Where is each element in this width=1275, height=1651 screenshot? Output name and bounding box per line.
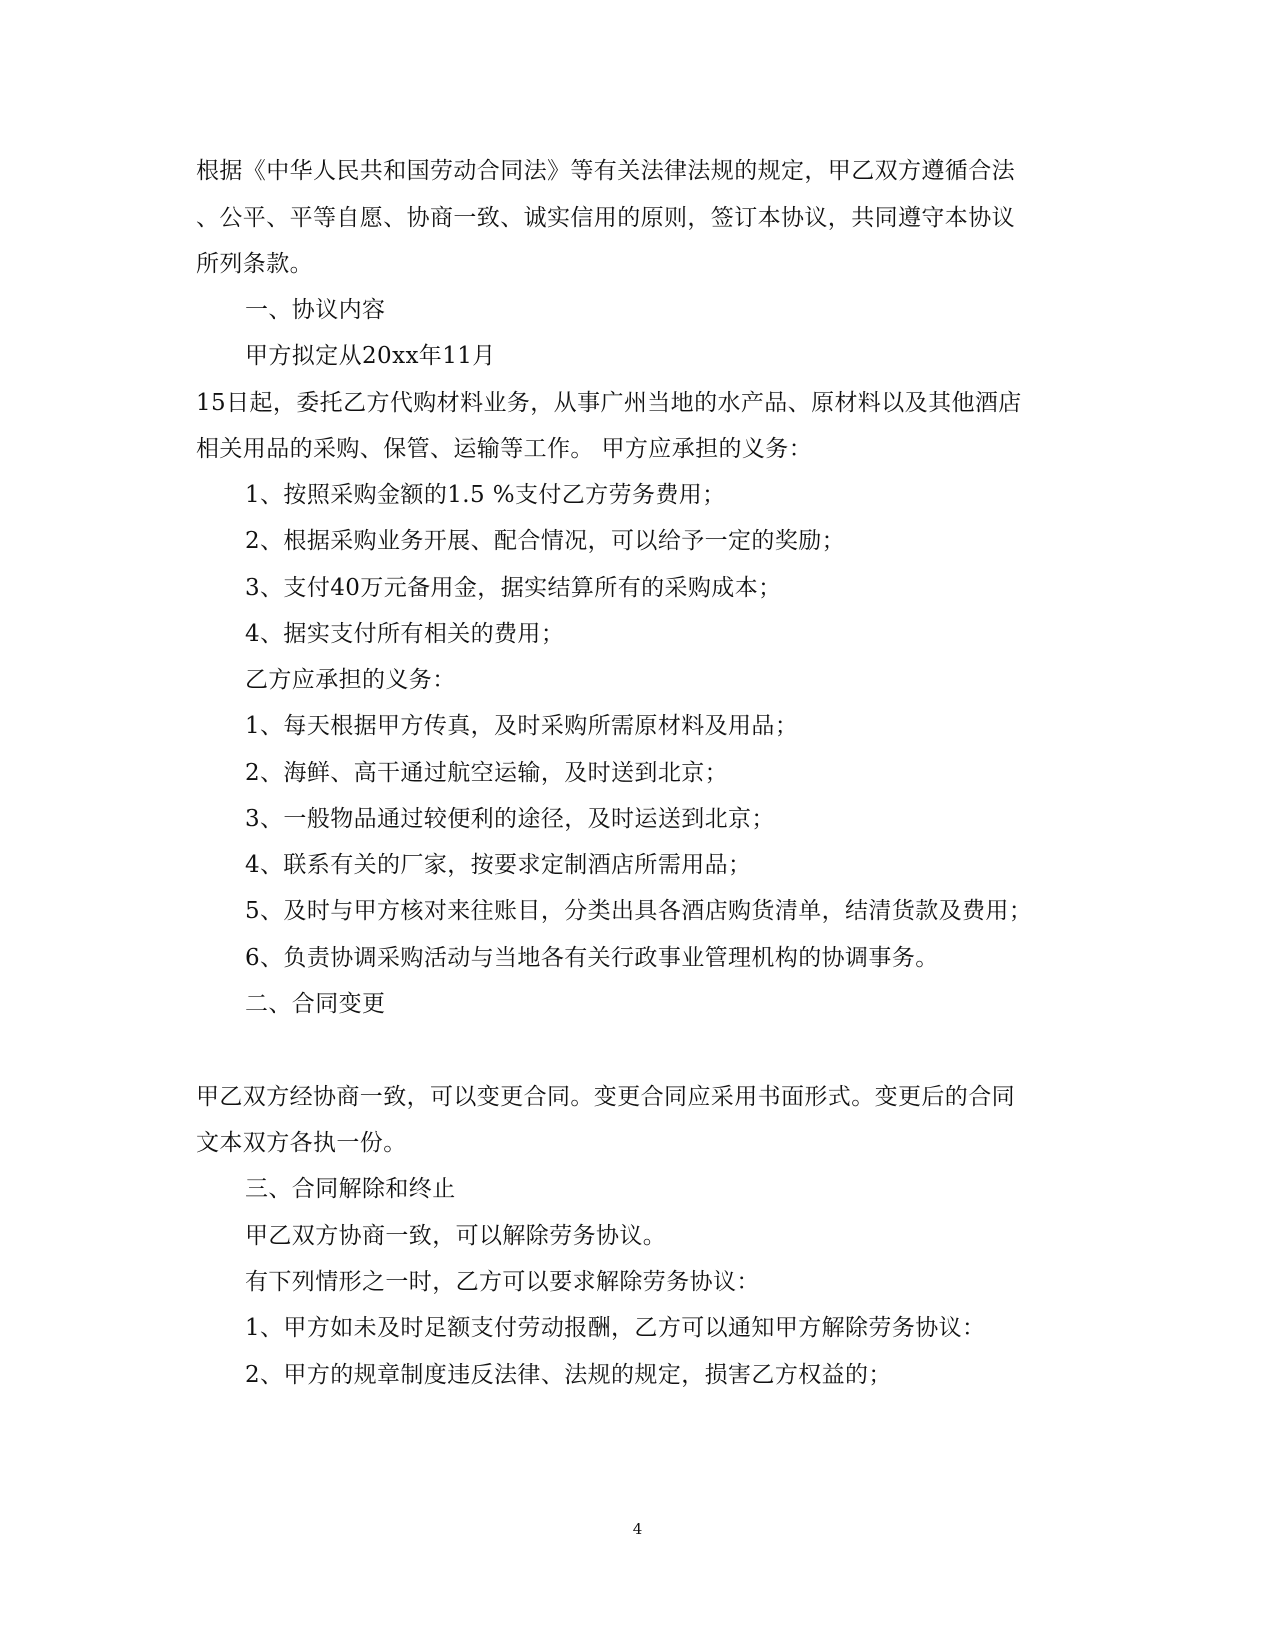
body-line: 甲方拟定从20xx年11月 — [245, 343, 496, 369]
list-item: 4、据实支付所有相关的费用； — [245, 621, 565, 647]
list-item: 2、根据采购业务开展、配合情况，可以给予一定的奖励； — [245, 528, 846, 554]
body-line: 根据《中华人民共和国劳动合同法》等有关法律法规的规定，甲乙双方遵循合法 — [196, 158, 1015, 184]
body-line: 文本双方各执一份。 — [196, 1130, 407, 1156]
list-item: 2、甲方的规章制度违反法律、法规的规定，损害乙方权益的； — [245, 1362, 892, 1388]
subheading-party-b-duties: 乙方应承担的义务： — [245, 667, 456, 693]
list-item: 6、负责协调采购活动与当地各有关行政事业管理机构的协调事务。 — [245, 945, 939, 971]
list-item: 1、甲方如未及时足额支付劳动报酬，乙方可以通知甲方解除劳务协议： — [245, 1315, 986, 1341]
body-line: 、公平、平等自愿、协商一致、诚实信用的原则，签订本协议，共同遵守本协议 — [196, 205, 1015, 231]
section-heading-contract-change: 二、合同变更 — [245, 991, 386, 1017]
body-line: 有下列情形之一时，乙方可以要求解除劳务协议： — [245, 1269, 760, 1295]
section-heading-termination: 三、合同解除和终止 — [245, 1176, 456, 1202]
body-line: 15日起，委托乙方代购材料业务，从事广州当地的水产品、原材料以及其他酒店 — [196, 390, 1022, 416]
list-item: 5、及时与甲方核对来往账目，分类出具各酒店购货清单，结清货款及费用； — [245, 898, 1033, 924]
body-line: 所列条款。 — [196, 251, 313, 277]
list-item: 3、支付40万元备用金，据实结算所有的采购成本； — [245, 575, 782, 601]
list-item: 4、联系有关的厂家，按要求定制酒店所需用品； — [245, 852, 752, 878]
body-line: 甲乙双方协商一致，可以解除劳务协议。 — [245, 1223, 667, 1249]
list-item: 3、一般物品通过较便利的途径，及时运送到北京； — [245, 806, 775, 832]
page-number: 4 — [632, 1520, 643, 1538]
list-item: 2、海鲜、高干通过航空运输，及时送到北京； — [245, 760, 729, 786]
list-item: 1、按照采购金额的1.5 %支付乙方劳务费用； — [245, 482, 726, 508]
list-item: 1、每天根据甲方传真，及时采购所需原材料及用品； — [245, 713, 799, 739]
body-line: 相关用品的采购、保管、运输等工作。 甲方应承担的义务： — [196, 436, 813, 462]
section-heading-agreement-content: 一、协议内容 — [245, 297, 386, 323]
body-line: 甲乙双方经协商一致，可以变更合同。变更合同应采用书面形式。变更后的合同 — [196, 1084, 1015, 1110]
